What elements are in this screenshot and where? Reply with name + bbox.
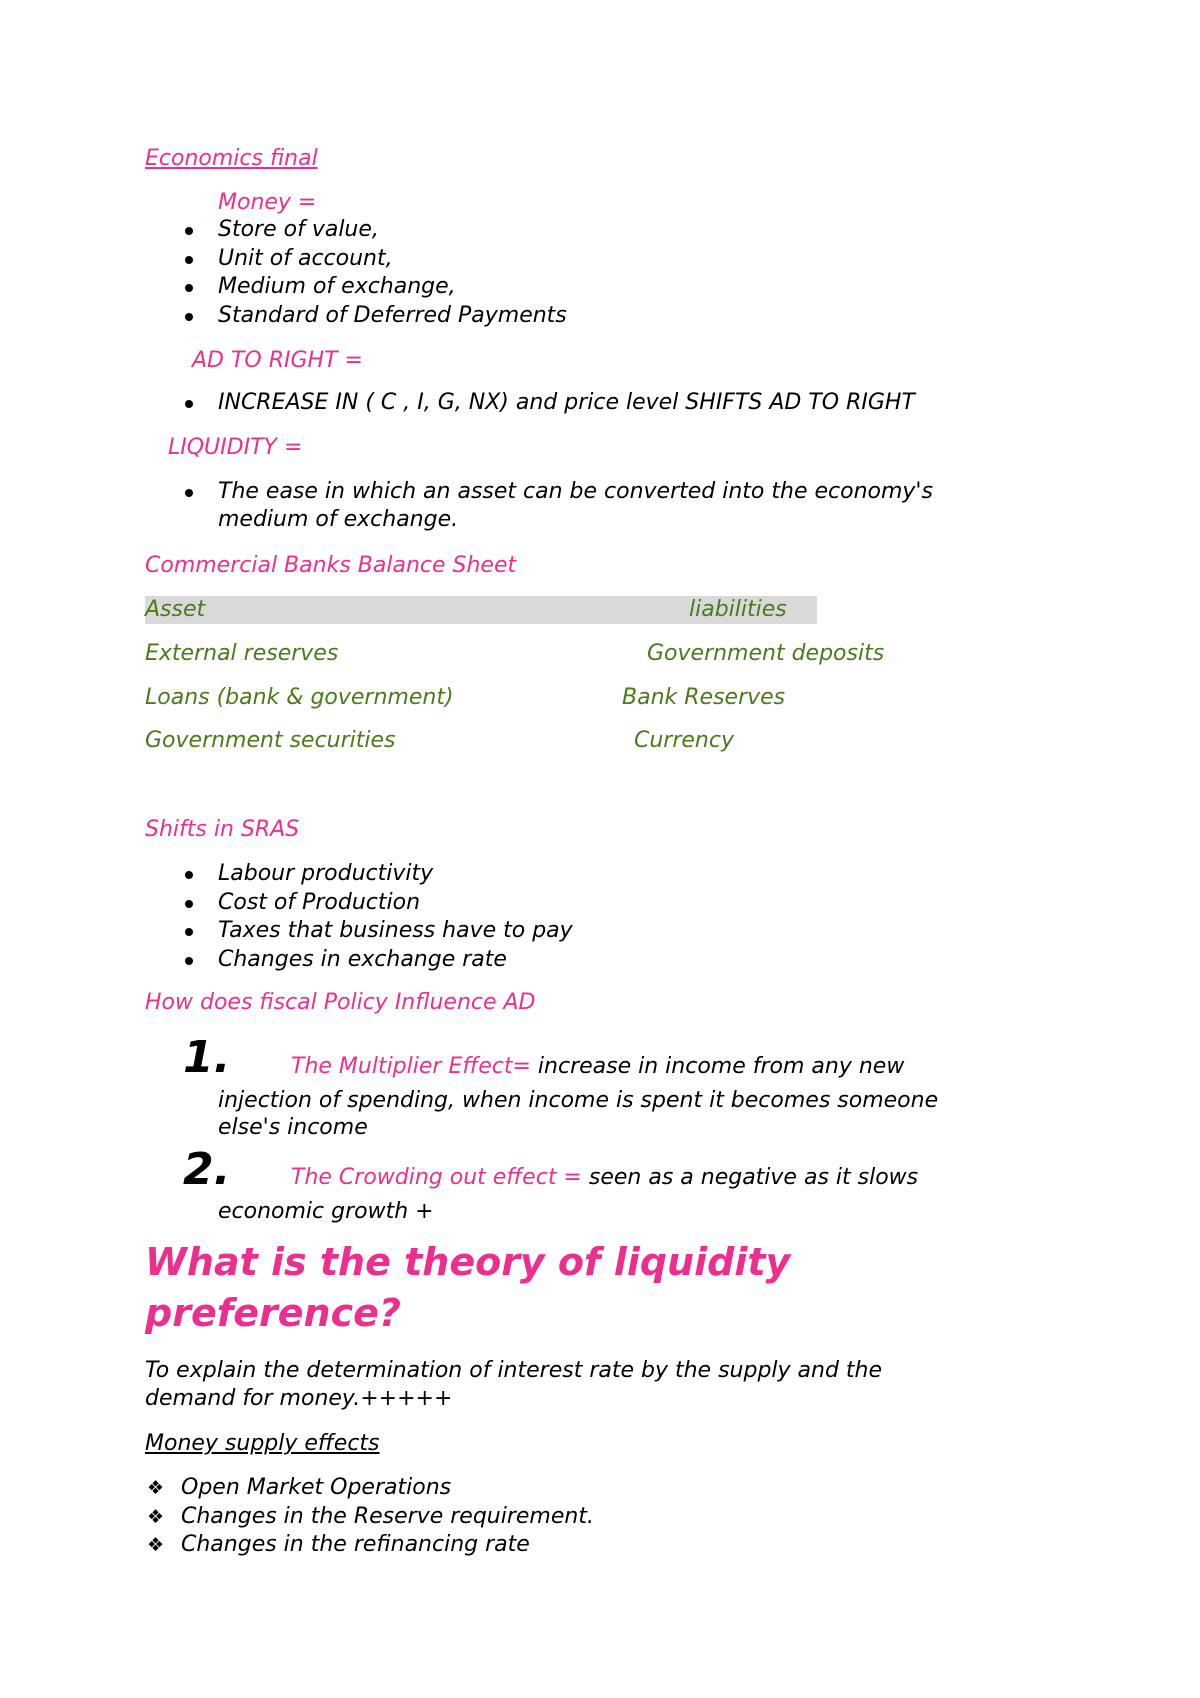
list-number: 1. (183, 1032, 231, 1083)
balance-sheet-asset: Loans (bank & government) (145, 685, 454, 710)
sras-heading: Shifts in SRAS (145, 817, 300, 842)
balance-sheet-liability: Bank Reserves (622, 685, 786, 710)
list-item: INCREASE IN ( C , I, G, NX) and price level SHIFTS AD TO RIGHT (145, 389, 915, 418)
multiplier-effect-line1 (291, 1053, 904, 1081)
heading-line: preference? (145, 1291, 401, 1335)
list-item (145, 478, 933, 507)
crowding-out-term: The Crowding out effect = (291, 1165, 582, 1190)
liquidity-definition-line2: medium of exchange. (218, 507, 459, 532)
balance-sheet-liability: Government deposits (647, 641, 885, 666)
list-item: ❖ Changes in the refinancing rate (145, 1531, 594, 1560)
balance-sheet-liability: Currency (634, 728, 734, 753)
list-item: ❖ Open Market Operations (145, 1474, 594, 1503)
money-list (145, 216, 567, 330)
liquidity-heading: LIQUIDITY = (168, 435, 303, 460)
ad-right-heading: AD TO RIGHT = (192, 348, 363, 373)
money-supply-list (145, 1474, 594, 1560)
balance-sheet-asset: External reserves (145, 641, 339, 666)
list-item: Taxes that business have to pay (145, 917, 573, 946)
money-supply-heading: Money supply effects (145, 1431, 380, 1456)
money-heading: Money = (218, 190, 317, 215)
multiplier-effect-line2: injection of spending, when income is spent it becomes someone (218, 1088, 939, 1113)
multiplier-effect-line3: else's income (218, 1115, 368, 1140)
list-item: Standard of Deferred Payments (145, 302, 567, 331)
document-title: Economics final (145, 146, 318, 171)
list-item: Cost of Production (145, 889, 573, 918)
crowding-out-line2: economic growth + (218, 1199, 434, 1224)
multiplier-effect-text: increase in income from any new (530, 1054, 905, 1079)
list-item: Changes in exchange rate (145, 946, 573, 975)
sras-list (145, 860, 573, 974)
list-item: ❖ Changes in the Reserve requirement. (145, 1503, 594, 1532)
ad-right-list (145, 389, 915, 418)
liquidity-preference-line1: To explain the determination of interest rate by the supply and the (145, 1358, 883, 1383)
liquidity-definition-line1: The ease in which an asset can be converted into the economy's (218, 479, 933, 504)
list-item: Store of value, (145, 216, 567, 245)
liquidity-preference-line2: demand for money.+++++ (145, 1386, 453, 1411)
liquidity-list (145, 478, 933, 507)
fiscal-heading: How does fiscal Policy Influence AD (145, 990, 536, 1015)
multiplier-effect-term: The Multiplier Effect= (291, 1054, 531, 1079)
crowding-out-line1 (291, 1164, 918, 1192)
list-item: Medium of exchange, (145, 273, 567, 302)
list-item: Labour productivity (145, 860, 573, 889)
balance-sheet-col-asset: Asset (145, 597, 206, 622)
crowding-out-text: seen as a negative as it slows (581, 1165, 919, 1190)
balance-sheet-asset: Government securities (145, 728, 396, 753)
balance-sheet-title: Commercial Banks Balance Sheet (145, 553, 517, 578)
balance-sheet-col-liabilities: liabilities (689, 597, 787, 622)
liquidity-preference-heading (145, 1237, 1045, 1339)
list-item: Unit of account, (145, 245, 567, 274)
list-number: 2. (183, 1144, 231, 1195)
heading-line: What is the theory of liquidity (145, 1240, 791, 1284)
